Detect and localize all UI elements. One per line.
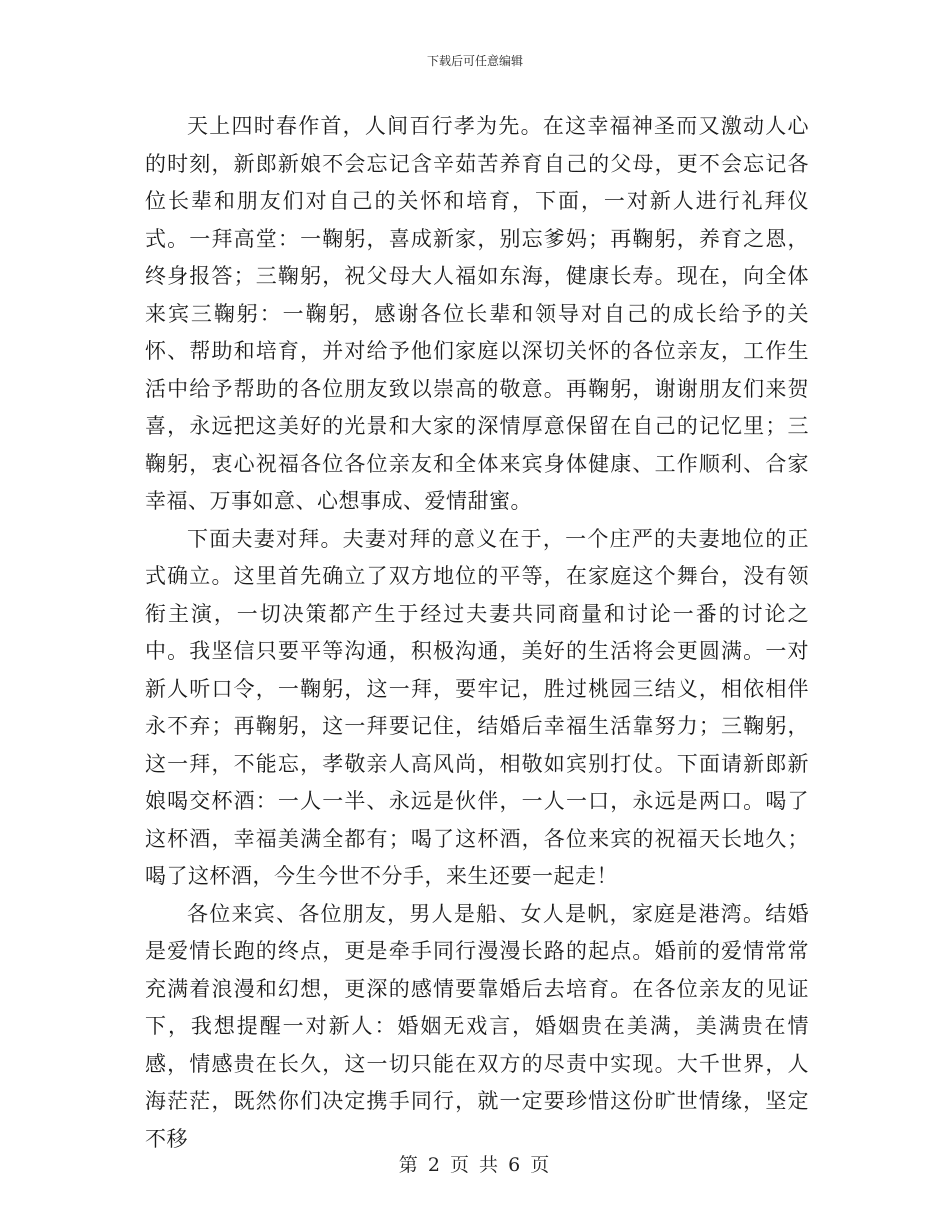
paragraph-1: 天上四时春作首，人间百行孝为先。在这幸福神圣而又激动人心的时刻，新郎新娘不会忘记含辛茹苦养育自己的父母，更不会忘记各位长辈和朋友们对自己的关怀和培育，下面，一对新人进行礼拜仪式。一拜高堂：一鞠躬，喜成新家，别忘爹妈；再鞠躬，养育之恩，终身报答；三鞠躬，祝父母大人福如东海，健康长寿。现在，向全体来宾三鞠躬：一鞠躬，感谢各位长辈和领导对自己的成长给予的关怀、帮助和培育，并对给予他们家庭以深切关怀的各位亲友，工作生活中给予帮助的各位朋友致以崇高的敬意。再鞠躬，谢谢朋友们来贺喜，永远把这美好的光景和大家的深情厚意保留在自己的记忆里；三鞠躬，衷心祝福各位各位亲友和全体来宾身体健康、工作顺利、合家幸福、万事如意、心想事成、爱情甜蜜。 — [145, 114, 809, 513]
footer-middle: 页 共 — [449, 1154, 501, 1176]
paragraph-3: 各位来宾、各位朋友，男人是船、女人是帆，家庭是港湾。结婚是爱情长跑的终点，更是牵手同行漫漫长路的起点。婚前的爱情常常充满着浪漫和幻想，更深的感情要靠婚后去培育。在各位亲友的见证下，我想提醒一对新人：婚姻无戏言，婚姻贵在美满，美满贵在情感，情感贵在长久，这一切只能在双方的尽责中实现。大千世界，人海茫茫，既然你们决定携手同行，就一定要珍惜这份旷世情缘，坚定不移 — [145, 901, 809, 1151]
page-footer — [0, 1150, 950, 1177]
footer-page-number: 2 — [427, 1154, 442, 1176]
page-header: 下载后可任意编辑 — [426, 54, 523, 68]
footer-prefix: 第 — [398, 1154, 420, 1176]
footer-total-pages: 6 — [508, 1154, 523, 1176]
document-body — [145, 108, 809, 1158]
footer-suffix: 页 — [530, 1154, 552, 1176]
paragraph-2: 下面夫妻对拜。夫妻对拜的意义在于，一个庄严的夫妻地位的正式确立。这里首先确立了双方地位的平等，在家庭这个舞台，没有领衔主演，一切决策都产生于经过夫妻共同商量和讨论一番的讨论之中。我坚信只要平等沟通，积极沟通，美好的生活将会更圆满。一对新人听口令，一鞠躬，这一拜，要牢记，胜过桃园三结义，相依相伴永不弃；再鞠躬，这一拜要记住，结婚后幸福生活靠努力；三鞠躬，这一拜，不能忘，孝敬亲人高风尚，相敬如宾别打仗。下面请新郎新娘喝交杯酒：一人一半、永远是伙伴，一人一口，永远是两口。喝了这杯酒，幸福美满全都有；喝了这杯酒，各位来宾的祝福天长地久；喝了这杯酒，今生今世不分手，来生还要一起走！ — [145, 526, 809, 888]
